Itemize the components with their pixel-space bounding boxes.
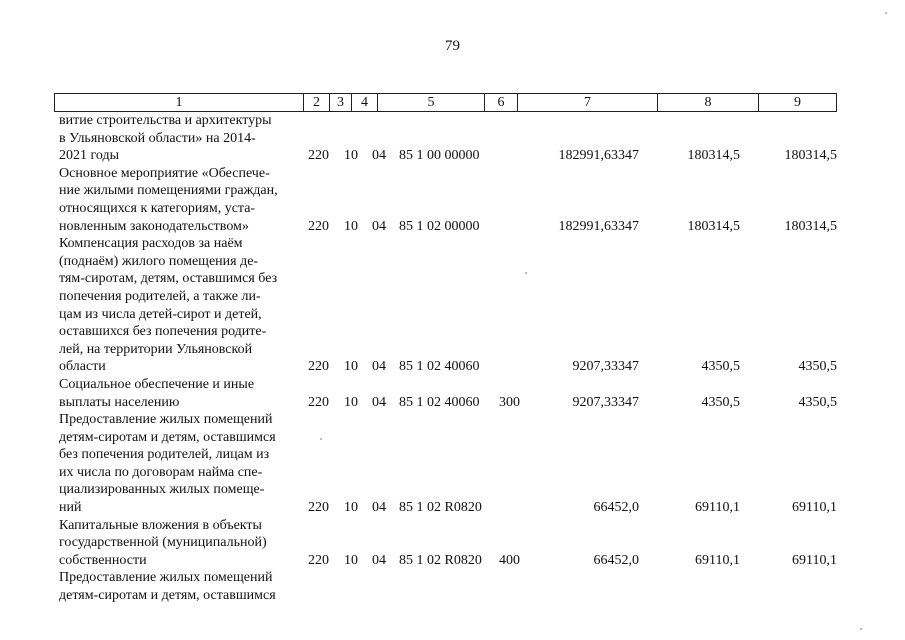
description-line: без попечения родителей, лицам из [59,447,270,463]
description-line: 2021 годы [59,148,120,164]
cell-c5: 85 1 02 R0820 [399,500,482,516]
cell-c2: 220 [308,148,329,164]
description-line: ние жилыми помещениями граждан, [59,183,278,199]
description-line: их числа по договорам найма спе- [59,464,263,480]
cell-c4: 04 [372,552,386,568]
cell-c9: 4350,5 [798,394,837,410]
description-line: витие строительства и архитектуры [59,113,272,128]
description-line: лей, на территории Ульяновской [59,341,253,357]
scan-speck [320,438,322,440]
cell-c9: 69110,1 [792,500,837,516]
table-row [59,569,849,604]
description-line: ний [59,500,82,516]
cell-c8: 69110,1 [695,552,740,568]
cell-c8: 180314,5 [687,148,740,164]
page-number: 79 [445,38,460,54]
description-line: (поднаём) жилого помещения де- [59,253,259,269]
table-row [59,165,849,235]
row-description [59,411,299,517]
description-line: цам из числа детей-сирот и детей, [59,306,262,322]
cell-c9: 4350,5 [798,359,837,375]
cell-c6: 400 [499,552,520,568]
cell-c7: 9207,33347 [572,394,639,410]
description-line: относящихся к категориям, уста- [59,200,256,216]
cell-c8: 180314,5 [687,218,740,234]
cell-c7: 66452,0 [593,500,639,516]
cell-c8: 4350,5 [701,394,740,410]
cell-c2: 220 [308,359,329,375]
header-col-1: 1 [175,95,183,110]
table-row [59,376,849,411]
cell-c2: 220 [308,500,329,516]
header-col-4: 4 [351,94,377,111]
table-header [54,93,837,112]
cell-c8: 69110,1 [695,500,740,516]
description-line: в Ульяновской области» на 2014- [59,130,256,146]
header-col-7: 7 [517,94,657,111]
description-line: циализированных жилых помеще- [59,482,265,498]
cell-c8: 4350,5 [701,359,740,375]
table-row [59,517,849,570]
table-row [59,411,849,517]
cell-c4: 04 [372,148,386,164]
cell-c2: 220 [308,552,329,568]
cell-c9: 180314,5 [784,218,837,234]
cell-c7: 66452,0 [593,552,639,568]
cell-c4: 04 [372,218,386,234]
header-col-8: 8 [657,94,758,111]
cell-c5: 85 1 00 00000 [399,148,480,164]
description-line: тям-сиротам, детям, оставшимся без [59,271,278,287]
description-line: Предоставление жилых помещений [59,412,273,428]
header-col-3: 3 [329,94,351,111]
description-line: Капитальные вложения в объекты [59,517,262,533]
header-col-2: 2 [303,94,329,111]
cell-c9: 69110,1 [792,552,837,568]
description-line: области [59,359,106,375]
cell-c9: 180314,5 [784,148,837,164]
cell-c3: 10 [344,218,358,234]
description-line: Социальное обеспечение и иные [59,376,255,392]
header-col-5: 5 [377,94,484,111]
cell-c3: 10 [344,359,358,375]
cell-c7: 9207,33347 [572,359,639,375]
table-row [59,235,849,376]
description-line: Компенсация расходов за наём [59,236,243,252]
cell-c2: 220 [308,218,329,234]
table-row [59,112,849,165]
cell-c5: 85 1 02 40060 [399,359,480,375]
cell-c3: 10 [344,148,358,164]
cell-c4: 04 [372,500,386,516]
cell-c7: 182991,63347 [558,148,639,164]
cell-c7: 182991,63347 [558,218,639,234]
cell-c3: 10 [344,500,358,516]
description-line: попечения родителей, а также ли- [59,288,261,304]
description-line: собственности [59,552,147,568]
header-col-9: 9 [758,94,836,111]
header-col-6: 6 [484,94,517,111]
description-line: детям-сиротам и детям, оставшимся [59,588,276,604]
row-description [59,112,299,165]
description-line: государственной (муниципальной) [59,535,267,551]
row-description [59,517,299,570]
description-line: Предоставление жилых помещений [59,570,273,586]
cell-c5: 85 1 02 R0820 [399,552,482,568]
table-body [59,112,849,605]
row-description [59,235,299,376]
scan-speck [860,628,862,630]
scan-speck [525,272,527,274]
description-line: новленным законодательством» [59,218,249,234]
description-line: выплаты населению [59,394,180,410]
row-description [59,569,299,604]
description-line: Основное мероприятие «Обеспече- [59,165,270,181]
scan-speck [885,12,887,14]
cell-c5: 85 1 02 40060 [399,394,480,410]
cell-c6: 300 [499,394,520,410]
cell-c4: 04 [372,394,386,410]
cell-c3: 10 [344,552,358,568]
cell-c3: 10 [344,394,358,410]
row-description [59,165,299,235]
description-line: детям-сиротам и детям, оставшимся [59,429,276,445]
description-line: оставшихся без попечения родите- [59,324,267,340]
row-description [59,376,299,411]
cell-c5: 85 1 02 00000 [399,218,480,234]
cell-c2: 220 [308,394,329,410]
cell-c4: 04 [372,359,386,375]
